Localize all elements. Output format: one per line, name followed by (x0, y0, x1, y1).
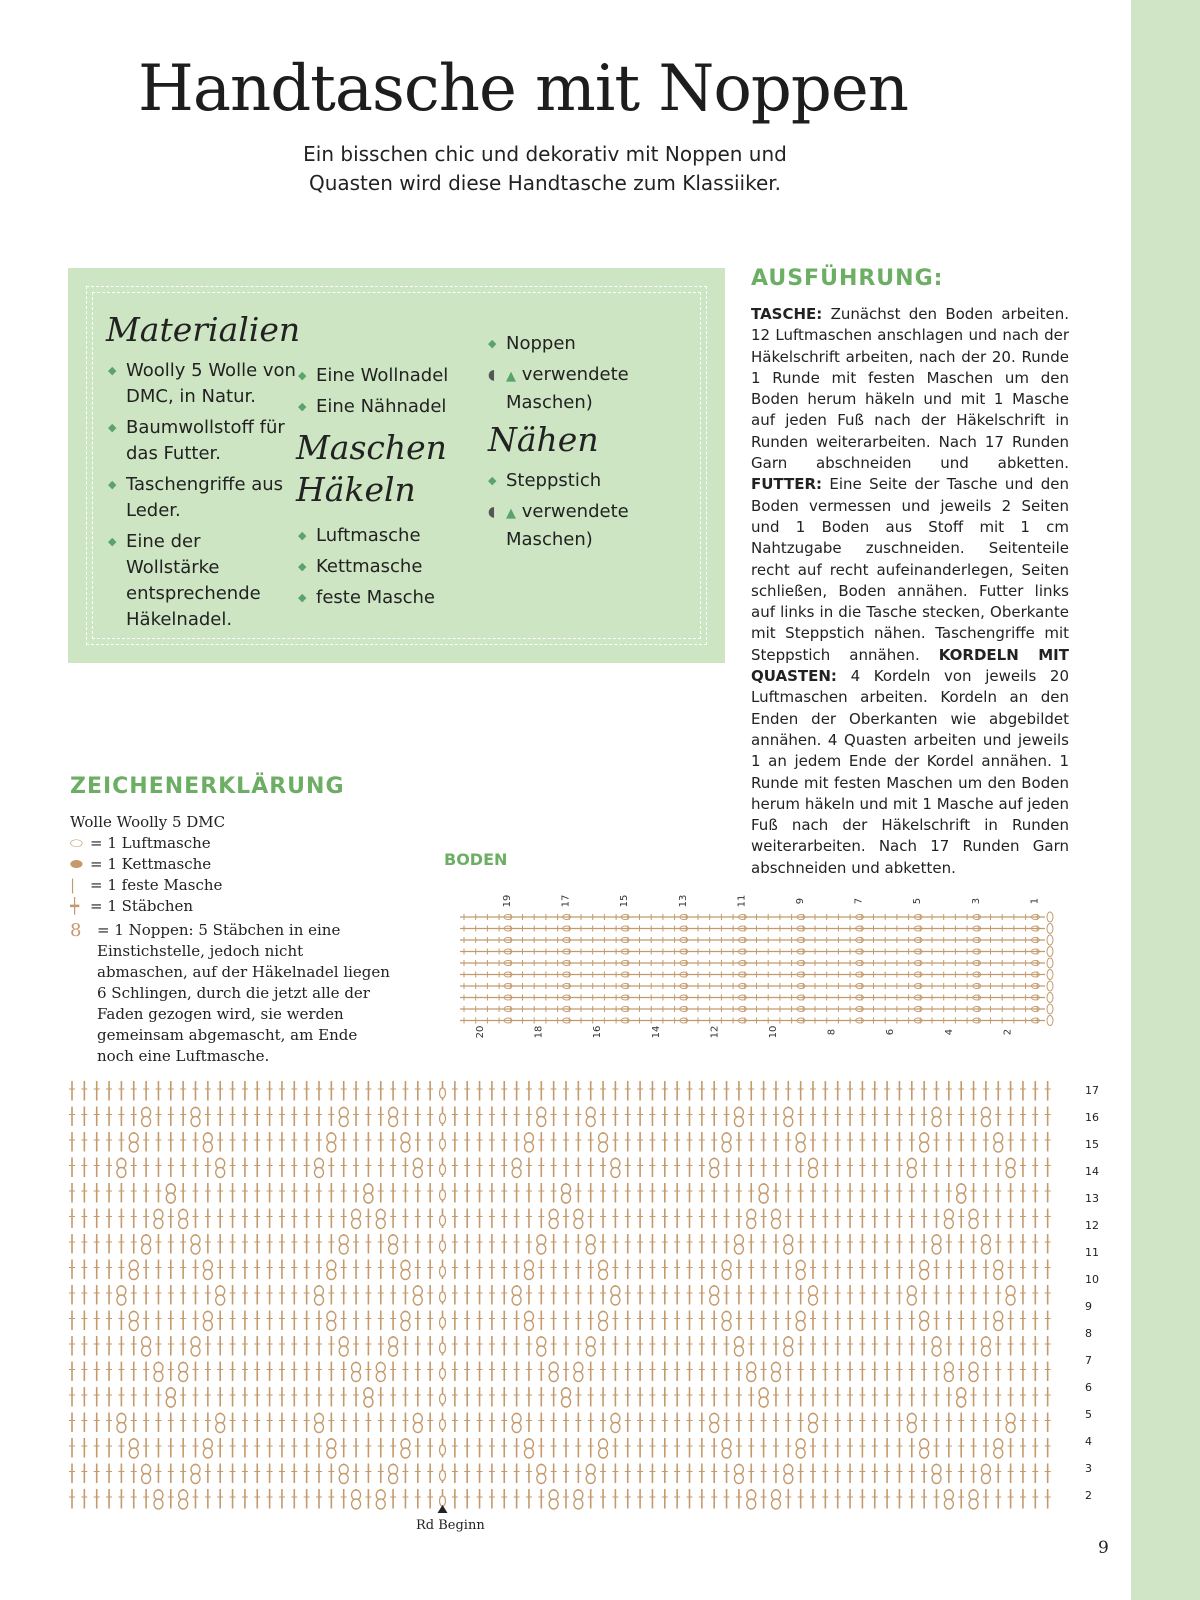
bobble-stitch (796, 1448, 805, 1458)
bobble-stitch (117, 1168, 126, 1178)
bobble-stitch (586, 1474, 595, 1484)
row-label: 2 (1085, 1489, 1092, 1502)
bobble-stitch (142, 1346, 151, 1356)
col3-list (488, 331, 658, 421)
bobble-stitch (969, 1219, 978, 1229)
boden-bottom-label: 16 (592, 1025, 604, 1039)
materials-list (108, 358, 298, 638)
row-label: 17 (1085, 1084, 1099, 1097)
bobble-stitch (129, 1270, 138, 1280)
list-item: ◆ Luftmasche (298, 523, 468, 549)
bobble-stitch (599, 1321, 608, 1331)
tools-list (298, 363, 468, 425)
bobble-stitch (574, 1219, 583, 1229)
materials-box (68, 268, 725, 663)
boden-top-label: 13 (677, 895, 689, 908)
bobble-stitch (809, 1295, 818, 1305)
chain-stitch (440, 1216, 446, 1226)
bobble-stitch (586, 1346, 595, 1356)
bobble-stitch (784, 1346, 793, 1356)
bobble-stitch (524, 1142, 533, 1152)
bobble-stitch (339, 1244, 348, 1254)
boden-bottom-label: 18 (533, 1025, 545, 1039)
bobble-stitch (117, 1423, 126, 1433)
bobble-stitch (166, 1193, 175, 1203)
bobble-stitch (981, 1474, 990, 1484)
bobble-stitch (413, 1168, 422, 1178)
start-arrow-icon (438, 1505, 448, 1513)
bobble-stitch (771, 1372, 780, 1382)
bobble-stitch (994, 1321, 1003, 1331)
chain-stitch (1047, 935, 1053, 945)
boden-top-label: 17 (560, 895, 572, 908)
bobble-stitch (734, 1346, 743, 1356)
kordeln-label: KORDELN MIT QUASTEN: (751, 645, 1069, 686)
bobble-stitch (747, 1219, 756, 1229)
bobble-stitch (413, 1295, 422, 1305)
bobble-stitch (413, 1423, 422, 1433)
bobble-stitch (907, 1168, 916, 1178)
bobble-stitch (191, 1346, 200, 1356)
bobble-stitch (944, 1372, 953, 1382)
legend (70, 812, 390, 1067)
boden-top-label: 3 (970, 897, 982, 905)
bobble-stitch (932, 1346, 941, 1356)
bobble-stitch (796, 1142, 805, 1152)
list-item-text: verwendete Maschen) (506, 364, 629, 413)
bobble-stitch (203, 1142, 212, 1152)
bobble-stitch (389, 1346, 398, 1356)
bobble-stitch (549, 1499, 558, 1509)
bobble-stitch (759, 1193, 768, 1203)
bobble-stitch (315, 1295, 324, 1305)
triangle-icon: ▲ (506, 506, 516, 521)
main-stitches (69, 1081, 1051, 1509)
bobble-stitch (129, 1448, 138, 1458)
bobble-stitch (586, 1244, 595, 1254)
bobble-stitch (327, 1448, 336, 1458)
bobble-stitch-icon: 8 (70, 920, 82, 941)
boden-bottom-label: 8 (826, 1028, 838, 1036)
bobble-stitch (796, 1321, 805, 1331)
bobble-stitch (784, 1244, 793, 1254)
legend-text: = 1 Noppen: 5 Stäbchen in eine Einstichstelle, jedoch nicht abmaschen, auf der Häkelnadel liegen 6 Schlingen, durch die jetzt alle der Faden gezogen wird, sie werden gemeinsam abgemascht, am Ende noch eine Luftmasche. (97, 921, 390, 1065)
bobble-stitch (352, 1372, 361, 1382)
bobble-stitch (512, 1423, 521, 1433)
row-label: 16 (1085, 1111, 1099, 1124)
boden-top-label: 11 (736, 895, 748, 908)
list-item: ◆ Eine Nähnadel (298, 394, 468, 420)
row-label: 11 (1085, 1246, 1099, 1259)
list-item (488, 499, 658, 553)
bobble-stitch (327, 1142, 336, 1152)
ausfuehrung-heading: AUSFÜHRUNG: (751, 266, 944, 291)
naehen-list (488, 468, 658, 558)
bobble-stitch (734, 1244, 743, 1254)
bobble-stitch (142, 1244, 151, 1254)
bobble-stitch (944, 1219, 953, 1229)
bobble-stitch (1006, 1168, 1015, 1178)
boden-heading: BODEN (444, 850, 508, 869)
list-item: ◆ Taschengriffe aus Leder. (108, 472, 298, 524)
bobble-stitch (315, 1168, 324, 1178)
chain-stitch (440, 1318, 446, 1328)
chain-stitch (440, 1114, 446, 1124)
chain-stitch (1047, 924, 1053, 934)
main-chart (64, 1073, 1084, 1513)
bobble-stitch (364, 1397, 373, 1407)
bobble-stitch (537, 1244, 546, 1254)
tasche-label: TASCHE: (751, 305, 823, 323)
bobble-stitch (129, 1142, 138, 1152)
row-label: 15 (1085, 1138, 1099, 1151)
bobble-stitch (401, 1142, 410, 1152)
chain-stitch (440, 1139, 446, 1149)
row-label: 13 (1085, 1192, 1099, 1205)
bobble-stitch (524, 1448, 533, 1458)
chain-stitch (440, 1496, 446, 1506)
bobble-stitch (327, 1321, 336, 1331)
bobble-stitch (549, 1372, 558, 1382)
maschen-heading: Maschen (296, 428, 447, 467)
bobble-stitch (203, 1448, 212, 1458)
haekeln-heading: Häkeln (296, 470, 416, 509)
bobble-stitch (734, 1474, 743, 1484)
bobble-stitch (710, 1423, 719, 1433)
bobble-stitch (771, 1499, 780, 1509)
legend-row (70, 833, 390, 854)
row-label: 14 (1085, 1165, 1099, 1178)
boden-bottom-label: 2 (1002, 1028, 1014, 1036)
bobble-stitch (932, 1117, 941, 1127)
bobble-stitch (784, 1117, 793, 1127)
bobble-stitch (599, 1142, 608, 1152)
naehen-heading: Nähen (488, 420, 599, 459)
bobble-stitch (747, 1499, 756, 1509)
boden-bottom-label: 12 (709, 1025, 721, 1039)
futter-label: FUTTER: (751, 475, 823, 494)
bobble-stitch (957, 1193, 966, 1203)
legend-text: = 1 Kettmasche (90, 855, 212, 873)
boden-chart (450, 895, 1070, 1045)
chain-stitch (440, 1394, 446, 1404)
list-item: ◆ Noppen (488, 331, 658, 357)
chain-stitch (1047, 993, 1053, 1003)
boden-bottom-label: 20 (475, 1025, 486, 1039)
bobble-stitch (981, 1346, 990, 1356)
bobble-stitch (339, 1474, 348, 1484)
list-item: ◆ Steppstich (488, 468, 658, 494)
chain-stitch (440, 1267, 446, 1277)
row-label: 4 (1085, 1435, 1092, 1448)
bobble-stitch (512, 1168, 521, 1178)
bobble-stitch (537, 1346, 546, 1356)
single-crochet-icon: | (70, 876, 76, 894)
bobble-stitch (216, 1295, 225, 1305)
bobble-stitch (809, 1423, 818, 1433)
bobble-stitch (524, 1270, 533, 1280)
chain-stitch (440, 1292, 446, 1302)
bobble-stitch (599, 1448, 608, 1458)
bobble-stitch (179, 1372, 188, 1382)
row-label: 9 (1085, 1300, 1092, 1313)
haekeln-list (298, 523, 468, 616)
boden-stitches (460, 912, 1053, 1026)
bobble-stitch (327, 1270, 336, 1280)
bobble-stitch (981, 1117, 990, 1127)
bobble-stitch (969, 1372, 978, 1382)
bobble-stitch (574, 1372, 583, 1382)
bobble-stitch (784, 1474, 793, 1484)
materials-heading: Materialien (106, 310, 301, 349)
chain-stitch (440, 1343, 446, 1353)
page-subtitle: Ein bisschen chic und dekorativ mit Noppen und Quasten wird diese Handtasche zum Klassiiker. (303, 142, 787, 195)
bobble-stitch (364, 1193, 373, 1203)
triangle-icon: ▲ (506, 369, 516, 384)
chain-stitch (440, 1088, 446, 1098)
bobble-stitch (920, 1321, 929, 1331)
bobble-stitch (722, 1142, 731, 1152)
bobble-stitch (994, 1270, 1003, 1280)
bobble-stitch (722, 1270, 731, 1280)
bobble-stitch (537, 1474, 546, 1484)
bobble-stitch (611, 1295, 620, 1305)
row-label: 12 (1085, 1219, 1099, 1232)
bobble-stitch (734, 1117, 743, 1127)
bobble-stitch (179, 1219, 188, 1229)
bobble-stitch (154, 1499, 163, 1509)
bobble-stitch (339, 1117, 348, 1127)
chain-stitch (1047, 1016, 1053, 1026)
legend-heading: ZEICHENERKLÄRUNG (70, 774, 345, 799)
bobble-stitch (117, 1295, 126, 1305)
row-label: 5 (1085, 1408, 1092, 1421)
bobble-stitch (191, 1474, 200, 1484)
list-item: ◆ Baumwollstoff für das Futter. (108, 415, 298, 467)
legend-text: = 1 feste Masche (90, 876, 223, 894)
legend-yarn: Wolle Woolly 5 DMC (70, 813, 226, 831)
chain-stitch (440, 1241, 446, 1251)
bobble-stitch (710, 1295, 719, 1305)
bobble-stitch (154, 1372, 163, 1382)
row-label: 3 (1085, 1462, 1092, 1475)
list-item: ◆ Eine der Wollstärke entsprechende Häkelnadel. (108, 529, 298, 633)
chain-stitch (440, 1420, 446, 1430)
row-label: 7 (1085, 1354, 1092, 1367)
bobble-stitch (389, 1474, 398, 1484)
row-label: 6 (1085, 1381, 1092, 1394)
bobble-stitch (907, 1295, 916, 1305)
bobble-stitch (907, 1423, 916, 1433)
legend-text: = 1 Luftmasche (90, 834, 211, 852)
bobble-stitch (710, 1168, 719, 1178)
bobble-stitch (1006, 1295, 1015, 1305)
list-item: ◆ feste Masche (298, 585, 468, 611)
boden-bottom-label: 6 (885, 1028, 897, 1036)
chain-stitch (440, 1369, 446, 1379)
legend-row (70, 875, 390, 896)
tasche-text: Zunächst den Boden arbeiten. 12 Luftmaschen anschlagen und nach der Häkelschrift arbeiten, nach der 20. Runde 1 Runde mit festen Maschen um den Boden herum häkeln und mit 1 Masche auf jeden Fuß nach der Häkelschrift in Runden weiterarbeiten. Nach 17 Runden Garn abschneiden und abketten. (751, 305, 1069, 473)
chain-stitch (1047, 912, 1053, 922)
chain-stitch (440, 1471, 446, 1481)
chain-stitch (1047, 970, 1053, 980)
bobble-stitch (401, 1270, 410, 1280)
bobble-stitch (203, 1270, 212, 1280)
chain-stitch (440, 1445, 446, 1455)
bobble-stitch (524, 1321, 533, 1331)
bobble-stitch (809, 1168, 818, 1178)
bobble-stitch (191, 1244, 200, 1254)
bobble-stitch (920, 1142, 929, 1152)
bobble-stitch (969, 1499, 978, 1509)
bobble-stitch (179, 1499, 188, 1509)
bobble-stitch (722, 1321, 731, 1331)
boden-top-label: 19 (502, 895, 513, 908)
sidebar-stripe (1131, 0, 1200, 1600)
bobble-stitch (599, 1270, 608, 1280)
bobble-stitch (759, 1397, 768, 1407)
bobble-stitch (376, 1499, 385, 1509)
bobble-stitch (376, 1372, 385, 1382)
bobble-stitch (154, 1219, 163, 1229)
bobble-stitch (389, 1244, 398, 1254)
bobble-stitch (1006, 1423, 1015, 1433)
bobble-stitch (957, 1397, 966, 1407)
legend-text: = 1 Stäbchen (90, 897, 194, 915)
bobble-stitch (401, 1448, 410, 1458)
chain-stitch (440, 1190, 446, 1200)
boden-top-label: 5 (912, 897, 924, 905)
bobble-stitch (315, 1423, 324, 1433)
double-crochet-icon: ┿ (70, 897, 80, 915)
bobble-stitch (920, 1448, 929, 1458)
list-item: ◆ Woolly 5 Wolle von DMC, in Natur. (108, 358, 298, 410)
bobble-stitch (352, 1219, 361, 1229)
chain-stitch (1047, 981, 1053, 991)
list-item: ◆ Eine Wollnadel (298, 363, 468, 389)
boden-top-label: 1 (1029, 897, 1041, 905)
bobble-stitch (401, 1321, 410, 1331)
bobble-stitch (352, 1499, 361, 1509)
bobble-stitch (549, 1219, 558, 1229)
bobble-stitch (981, 1244, 990, 1254)
start-label: Rd Beginn (416, 1518, 485, 1533)
boden-top-label: 7 (853, 897, 865, 905)
row-label: 8 (1085, 1327, 1092, 1340)
list-item-text: verwendete Maschen) (506, 501, 629, 550)
chain-stitch-icon: ⬭ (70, 834, 83, 852)
boden-top-label: 9 (795, 897, 806, 905)
bobble-stitch (216, 1423, 225, 1433)
bobble-stitch (537, 1117, 546, 1127)
futter-text: Eine Seite der Tasche und den Boden vermessen und jeweils 2 Seiten und 1 Boden aus Stoff mit 1 cm Nahtzugabe zuschneiden. Seitenteile recht auf recht aufeinanderlegen, Seiten schließen, Boden annähen. Futter links auf links in die Tasche stecken, Oberkante mit Steppstich nähen. Taschengriffe mit Steppstich annähen. (751, 475, 1069, 664)
bobble-stitch (994, 1142, 1003, 1152)
bobble-stitch (142, 1117, 151, 1127)
boden-bottom-label: 14 (650, 1025, 662, 1039)
bobble-stitch (586, 1117, 595, 1127)
bobble-stitch (562, 1193, 571, 1203)
page-number: 9 (1098, 1538, 1109, 1558)
bobble-stitch (611, 1168, 620, 1178)
row-label: 10 (1085, 1273, 1099, 1286)
bobble-stitch (203, 1321, 212, 1331)
bobble-stitch (389, 1117, 398, 1127)
chain-stitch (1047, 1004, 1053, 1014)
bobble-stitch (166, 1397, 175, 1407)
bobble-stitch (920, 1270, 929, 1280)
bobble-stitch (944, 1499, 953, 1509)
bobble-stitch (142, 1474, 151, 1484)
chain-stitch (1047, 947, 1053, 957)
bobble-stitch (376, 1219, 385, 1229)
bobble-stitch (129, 1321, 138, 1331)
kordeln-text: 4 Kordeln von jeweils 20 Luftmaschen arbeiten. Kordeln an den Enden der Oberkanten wie abgebildet annähen. 4 Quasten arbeiten und jeweils 1 an jedem Ende der Kordel annähen. 1 Runde mit festen Maschen um den Boden herum häkeln und mit 1 Masche auf jeden Fuß nach der Häkelschrift in Runden weiterarbeiten. Nach 17 Runden Garn abschneiden und abketten. (751, 667, 1069, 877)
bobble-stitch (747, 1372, 756, 1382)
bobble-stitch (994, 1448, 1003, 1458)
bobble-stitch (932, 1474, 941, 1484)
list-item (488, 362, 658, 416)
page-title: Handtasche mit Noppen (138, 52, 908, 126)
bobble-stitch (932, 1244, 941, 1254)
bobble-stitch (611, 1423, 620, 1433)
legend-row (70, 896, 390, 917)
chain-stitch (440, 1165, 446, 1175)
boden-bottom-label: 10 (768, 1025, 779, 1039)
bobble-stitch (339, 1346, 348, 1356)
bobble-stitch (771, 1219, 780, 1229)
bobble-stitch (574, 1499, 583, 1509)
bobble-stitch (796, 1270, 805, 1280)
bobble-stitch (191, 1117, 200, 1127)
ausfuehrung-text (751, 304, 1069, 879)
bobble-stitch (722, 1448, 731, 1458)
boden-top-label: 15 (619, 895, 631, 908)
boden-bottom-label: 4 (943, 1028, 955, 1036)
bobble-stitch (562, 1397, 571, 1407)
slip-stitch-icon: ⬬ (70, 855, 83, 873)
list-item: ◆ Kettmasche (298, 554, 468, 580)
bobble-stitch (512, 1295, 521, 1305)
bobble-stitch (216, 1168, 225, 1178)
legend-row (70, 854, 390, 875)
legend-noppen (70, 920, 390, 1067)
chain-stitch (1047, 958, 1053, 968)
